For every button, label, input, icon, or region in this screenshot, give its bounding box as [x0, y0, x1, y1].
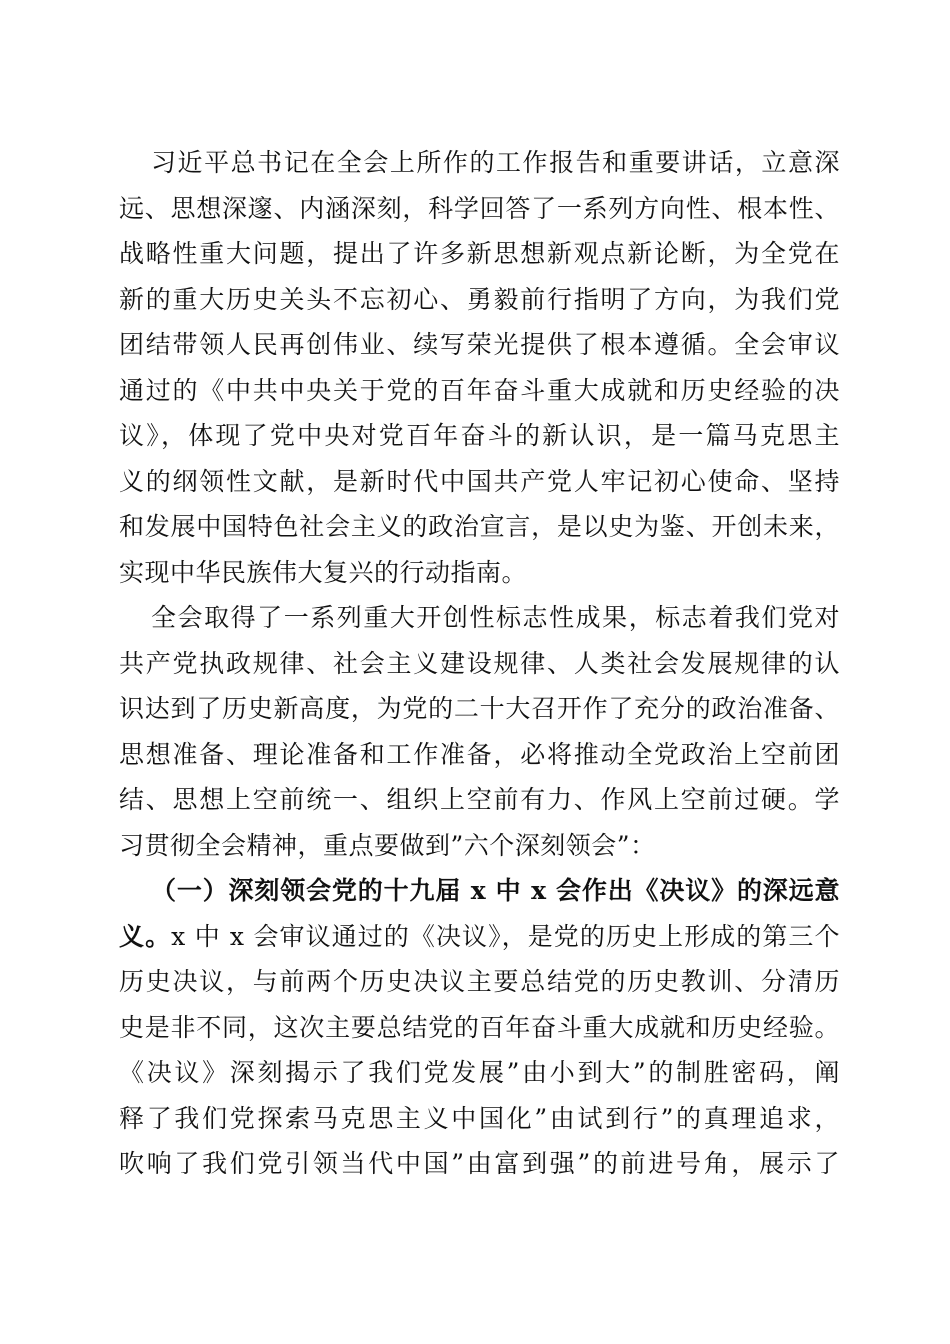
section-heading-line-2 [119, 914, 840, 960]
paragraph-1-line-8: 义的纲领性文献，是新时代中国共产党人牢记初心使命、坚持 [119, 466, 840, 496]
paragraph-3-line-4: 《决议》深刻揭示了我们党发展”由小到大”的制胜密码，阐 [119, 1058, 840, 1087]
paragraph-1-line-9: 和发展中国特色社会主义的政治宣言，是以史为鉴、开创未来， [119, 512, 840, 541]
paragraph-3-line-5: 释了我们党探索马克思主义中国化”由试到行”的真理追求， [119, 1103, 840, 1133]
paragraph-2-line-4: 思想准备、理论准备和工作准备，必将推动全党政治上空前团 [119, 739, 840, 769]
paragraph-2-line-6: 习贯彻全会精神，重点要做到”六个深刻领会”： [119, 830, 656, 860]
section-heading-line-1: （一）深刻领会党的十九届 x 中 x 会作出《决议》的深远意 [151, 876, 840, 905]
paragraph-1-line-3: 战略性重大问题，提出了许多新思想新观点新论断，为全党在 [119, 239, 840, 268]
paragraph-1-line-6: 通过的《中共中央关于党的百年奋斗重大成就和历史经验的决 [119, 375, 840, 405]
paragraph-2-line-5: 结、思想上空前统一、组织上空前有力、作风上空前过硬。学 [119, 785, 840, 814]
paragraph-1-line-10: 实现中华民族伟大复兴的行动指南。 [119, 557, 528, 587]
section-heading-tail: 义。 [119, 921, 172, 951]
paragraph-3-line-3: 史是非不同，这次主要总结党的百年奋斗重大成就和历史经验。 [119, 1012, 840, 1042]
paragraph-3-line-2: 历史决议，与前两个历史决议主要总结党的历史教训、分清历 [119, 967, 840, 996]
paragraph-1-line-4: 新的重大历史关头不忘初心、勇毅前行指明了方向，为我们党 [119, 284, 840, 314]
paragraph-1-line-5: 团结带领人民再创伟业、续写荣光提供了根本遵循。全会审议 [119, 330, 840, 359]
paragraph-1-line-7: 议》，体现了党中央对党百年奋斗的新认识，是一篇马克思主 [119, 421, 840, 450]
body-text [119, 140, 840, 1187]
paragraph-2-line-1: 全会取得了一系列重大开创性标志性成果，标志着我们党对 [151, 603, 840, 632]
paragraph-3-line-1: x 中 x 会审议通过的《决议》，是党的历史上形成的第三个 [171, 921, 840, 951]
paragraph-1-line-1: 习近平总书记在全会上所作的工作报告和重要讲话，立意深 [151, 148, 840, 177]
paragraph-1-line-2: 远、思想深邃、内涵深刻，科学回答了一系列方向性、根本性、 [119, 193, 840, 223]
paragraph-2-line-3: 识达到了历史新高度，为党的二十大召开作了充分的政治准备、 [119, 694, 840, 723]
paragraph-2-line-2: 共产党执政规律、社会主义建设规律、人类社会发展规律的认 [119, 648, 840, 678]
paragraph-3-line-6: 吹响了我们党引领当代中国”由富到强”的前进号角，展示了 [119, 1149, 840, 1178]
